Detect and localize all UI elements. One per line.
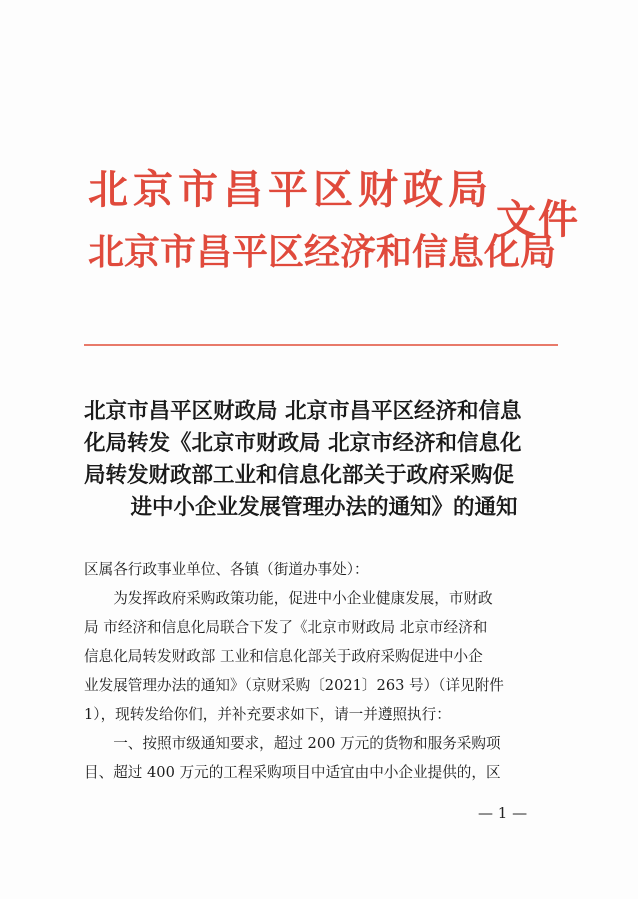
issuer-line-1: 北京市昌平区财政局 [88, 166, 493, 213]
body-line: 信息化局转发财政部 工业和信息化部关于政府采购促进中小企 [84, 648, 483, 665]
red-separator-line [84, 344, 558, 346]
document-title [84, 396, 564, 524]
salutation: 区属各行政事业单位、各镇（街道办事处）： [84, 561, 369, 578]
title-line: 局转发财政部工业和信息化部关于政府采购促 [84, 463, 515, 488]
document-type-label: 文件 [496, 196, 580, 243]
body-line: 目、超过 400 万元的工程采购项目中适宜由中小企业提供的，区 [84, 764, 501, 781]
title-line: 北京市昌平区财政局 北京市昌平区经济和信息 [84, 399, 522, 424]
body-line: 业发展管理办法的通知》（京财采购〔2021〕263 号）（详见附件 [84, 677, 504, 694]
body-line: 为发挥政府采购政策功能，促进中小企业健康发展，市财政 [84, 590, 493, 607]
issuer-line-2: 北京市昌平区经济和信息化局 [88, 231, 557, 273]
title-line: 化局转发《北京市财政局 北京市经济和信息化 [84, 431, 522, 456]
document-body [84, 555, 564, 787]
body-line: 1），现转发给你们，并补充要求如下，请一并遵照执行： [84, 706, 451, 723]
page-number: — 1 — [478, 804, 528, 822]
title-line: 进中小企业发展管理办法的通知》的通知 [130, 495, 518, 520]
body-line: 一、按照市级通知要求，超过 200 万元的货物和服务采购项 [84, 735, 501, 752]
document-header [88, 150, 580, 280]
body-line: 局 市经济和信息化局联合下发了《北京市财政局 北京市经济和 [84, 619, 488, 636]
